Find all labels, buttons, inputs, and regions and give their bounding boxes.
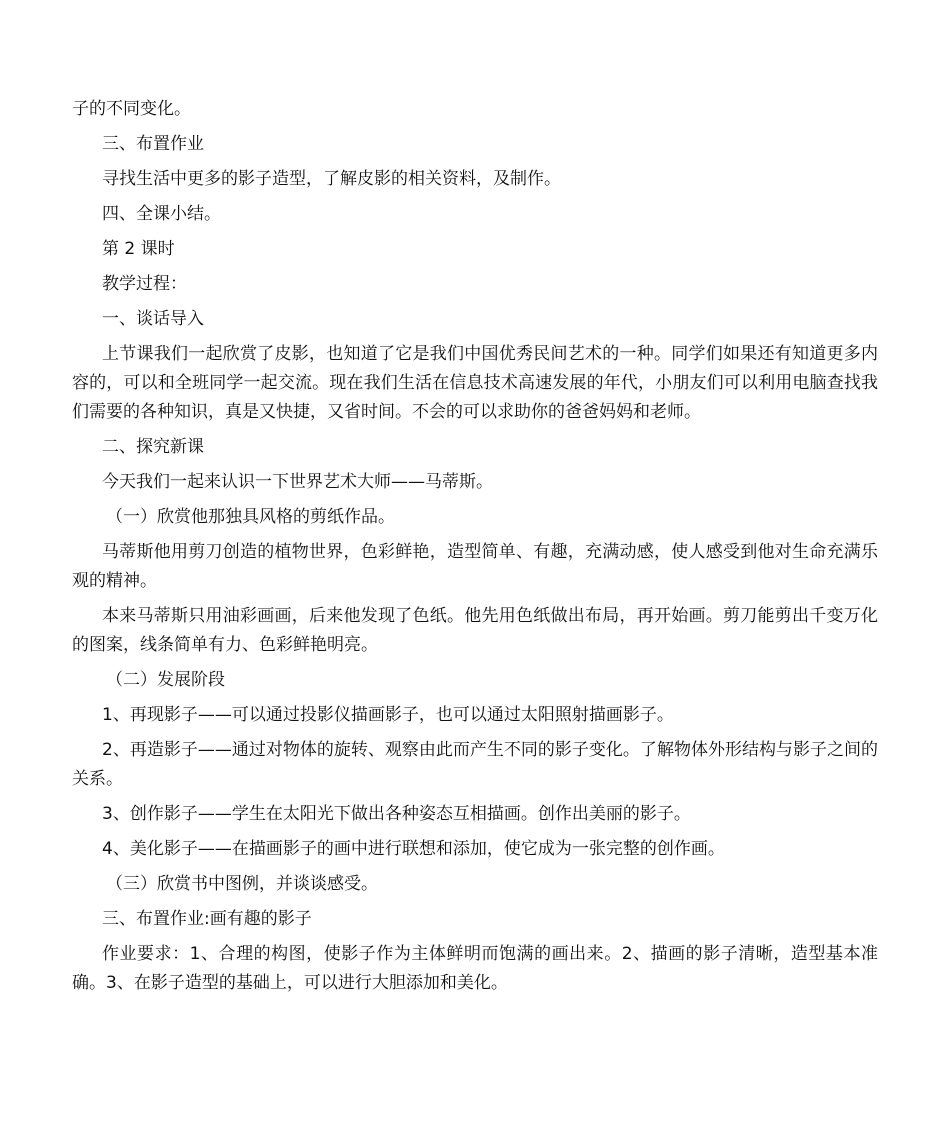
- paragraph: 寻找生活中更多的影子造型，了解皮影的相关资料，及制作。: [102, 169, 561, 189]
- list-item: 2、再造影子——通过对物体的旋转、观察由此而产生不同的影子变化。了解物体外形结构与影子之间的关系。: [72, 740, 878, 789]
- paragraph: 马蒂斯他用剪刀创造的植物世界，色彩鲜艳，造型简单、有趣，充满动感，使人感受到他对生命充满乐观的精神。: [72, 542, 878, 591]
- section-heading: 四、全课小结。: [102, 204, 221, 224]
- section-heading: 三、布置作业:画有趣的影子: [102, 909, 312, 929]
- lesson-title: 第 2 课时: [102, 239, 175, 259]
- subsection-heading: （一）欣赏他那独具风格的剪纸作品。: [106, 507, 395, 527]
- paragraph: 今天我们一起来认识一下世界艺术大师——马蒂斯。: [102, 472, 493, 492]
- section-heading: 三、布置作业: [102, 134, 204, 154]
- subsection-heading: （三）欣赏书中图例，并谈谈感受。: [106, 874, 378, 894]
- paragraph: 本来马蒂斯只用油彩画画，后来他发现了色纸。他先用色纸做出布局，再开始画。剪刀能剪出千变万化的图案，线条简单有力、色彩鲜艳明亮。: [72, 606, 878, 655]
- section-heading: 一、谈话导入: [102, 309, 204, 329]
- subsection-heading: （二）发展阶段: [106, 670, 225, 690]
- list-item: 1、再现影子——可以通过投影仪描画影子，也可以通过太阳照射描画影子。: [102, 705, 674, 725]
- paragraph: 上节课我们一起欣赏了皮影，也知道了它是我们中国优秀民间艺术的一种。同学们如果还有知道更多内容的，可以和全班同学一起交流。现在我们生活在信息技术高速发展的年代，小朋友们可以利用电脑查找我们需要的各种知识，真是又快捷，又省时间。不会的可以求助你的爸爸妈妈和老师。: [72, 344, 878, 422]
- section-heading: 教学过程：: [102, 274, 187, 294]
- paragraph: 作业要求：1、合理的构图，使影子作为主体鲜明而饱满的画出来。2、描画的影子清晰，造型基本准确。3、在影子造型的基础上，可以进行大胆添加和美化。: [72, 944, 878, 993]
- paragraph: 子的不同变化。: [72, 99, 191, 119]
- document-page: [72, 95, 878, 1004]
- list-item: 4、美化影子——在描画影子的画中进行联想和添加，使它成为一张完整的创作画。: [102, 839, 725, 859]
- section-heading: 二、探究新课: [102, 437, 204, 457]
- list-item: 3、创作影子——学生在太阳光下做出各种姿态互相描画。创作出美丽的影子。: [102, 804, 691, 824]
